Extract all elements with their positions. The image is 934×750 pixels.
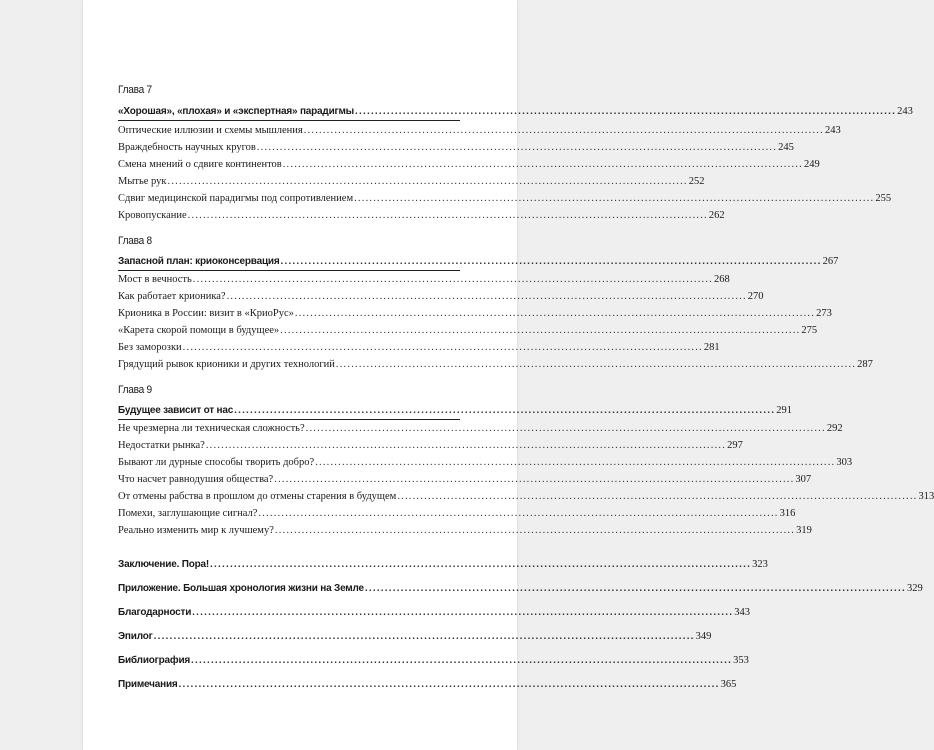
toc-entry: Кровопускание ..... 262 bbox=[118, 209, 460, 223]
toc-entry: Не чрезмерна ли техническая сложность? ..... 292 bbox=[118, 422, 460, 436]
toc-entry: Что насчет равнодушия общества? ..... 307 bbox=[118, 473, 460, 487]
chapter-7-rule bbox=[118, 120, 460, 121]
toc-entry: Враждебность научных кругов ..... 245 bbox=[118, 141, 460, 155]
chapter-9-title: Будущее зависит от нас ..... 291 bbox=[118, 404, 460, 418]
toc-entry: Крионика в России: визит в «КриоРус» ..... 273 bbox=[118, 307, 460, 321]
chapter-8-label: Глава 8 bbox=[118, 235, 152, 247]
back-matter-entry: Заключение. Пора! ..... 323 bbox=[118, 558, 460, 572]
toc-entry: «Карета скорой помощи в будущее» ..... 275 bbox=[118, 324, 460, 338]
toc-entry: Без заморозки ..... 281 bbox=[118, 341, 460, 355]
toc-entry: Грядущий рывок крионики и других технологий ..... 287 bbox=[118, 358, 460, 372]
toc-entry: Смена мнений о сдвиге континентов ..... 249 bbox=[118, 158, 460, 172]
chapter-8-rule bbox=[118, 270, 460, 271]
toc-entry: Как работает крионика? ..... 270 bbox=[118, 290, 460, 304]
toc-entry: Реально изменить мир к лучшему? ..... 319 bbox=[118, 524, 460, 538]
chapter-7-label: Глава 7 bbox=[118, 84, 152, 96]
back-matter-entry: Приложение. Большая хронология жизни на Земле ..... 329 bbox=[118, 582, 460, 596]
toc-entry: Мытье рук ..... 252 bbox=[118, 175, 460, 189]
chapter-9-rule bbox=[118, 419, 460, 420]
toc-entry: От отмены рабства в прошлом до отмены старения в будущем ..... 313 bbox=[118, 490, 460, 504]
back-matter-entry: Эпилог ..... 349 bbox=[118, 630, 460, 644]
toc-entry: Бывают ли дурные способы творить добро? ..... 303 bbox=[118, 456, 460, 470]
toc-entry: Сдвиг медицинской парадигмы под сопротивлением ..... 255 bbox=[118, 192, 460, 206]
toc-entry: Мост в вечность ..... 268 bbox=[118, 273, 460, 287]
toc-entry: Недостатки рынка? ..... 297 bbox=[118, 439, 460, 453]
back-matter-entry: Библиография ..... 353 bbox=[118, 654, 460, 668]
chapter-9-label: Глава 9 bbox=[118, 384, 152, 396]
chapter-7-title: «Хорошая», «плохая» и «экспертная» парадигмы ..... 243 bbox=[118, 105, 460, 119]
toc-entry: Оптические иллюзии и схемы мышления ..... 243 bbox=[118, 124, 460, 138]
back-matter-entry: Примечания ..... 365 bbox=[118, 678, 460, 692]
toc-entry: Помехи, заглушающие сигнал? ..... 316 bbox=[118, 507, 460, 521]
chapter-8-title: Запасной план: криоконсервация ..... 267 bbox=[118, 255, 460, 269]
back-matter-entry: Благодарности ..... 343 bbox=[118, 606, 460, 620]
